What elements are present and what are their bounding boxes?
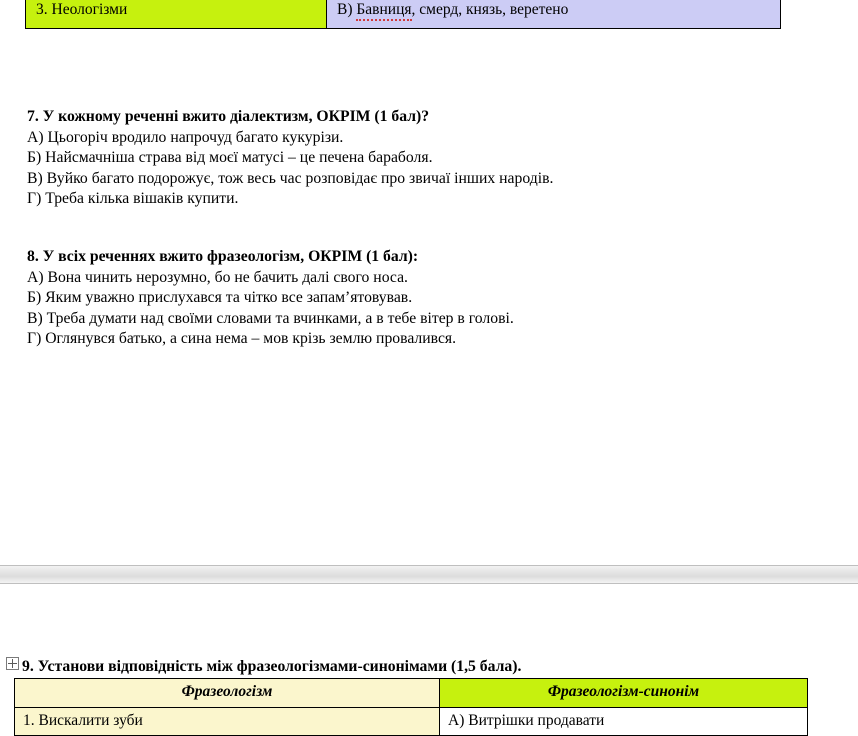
question-7-option-a: А) Цьогоріч вродило напрочуд багато кукурізи.: [27, 129, 344, 147]
table-cell-examples: [327, 0, 781, 28]
misspelled-word: Бавниця: [356, 1, 411, 21]
classification-table: [25, 0, 781, 29]
examples-text: , смерд, князь, веретено: [411, 1, 569, 18]
page-break-shading: [0, 566, 858, 583]
option-letter: В): [337, 1, 357, 18]
question-7-option-v: В) Вуйко багато подорожує, тож весь час розповідає про звичаї інших народів.: [27, 169, 554, 187]
question-8-title: 8. У всіх реченнях вжито фразеологізм, ОКРІМ (1 бал):: [27, 248, 419, 265]
table-header-row: [15, 679, 808, 708]
question-9-title-text: 9. Установи відповідність між фразеологізмами-синонімами (1,5 бала).: [22, 658, 522, 675]
question-8-option-b: Б) Яким уважно прислухався та чітко все запам’ятовував.: [27, 289, 413, 307]
question-8-option-v: В) Треба думати над своїми словами та вчинками, а в тебе вітер в голові.: [27, 309, 514, 327]
table-cell-term: 3. Неологізми: [26, 0, 327, 28]
page-break-separator: [0, 565, 858, 584]
question-8-block: [27, 247, 827, 349]
question-8-option-a: А) Вона чинить нерозумно, бо не бачить далі свого носа.: [27, 269, 408, 287]
table-move-handle-icon[interactable]: [6, 657, 19, 670]
table-cell-synonym-a: А) Витрішки продавати: [440, 707, 808, 736]
question-8-option-g: Г) Оглянувся батько, а сина нема – мов крізь землю провалився.: [27, 329, 457, 347]
table-row: [26, 0, 781, 28]
table-row: [15, 707, 808, 736]
question-7-title: 7. У кожному реченні вжито діалектизм, ОКРІМ (1 бал)?: [27, 108, 430, 125]
table-header-synonym: Фразеологізм-синонім: [440, 679, 808, 708]
question-7-option-b: Б) Найсмачніша страва від моєї матусі – це печена бараболя.: [27, 149, 433, 167]
question-9-title: [22, 658, 521, 676]
question-7-option-g: Г) Треба кілька вішаків купити.: [27, 189, 239, 207]
matching-table: [14, 678, 808, 736]
table-cell-phraseologism-1: 1. Вискалити зуби: [15, 707, 440, 736]
table-header-phraseologism: Фразеологізм: [15, 679, 440, 708]
question-7-block: [27, 107, 827, 209]
